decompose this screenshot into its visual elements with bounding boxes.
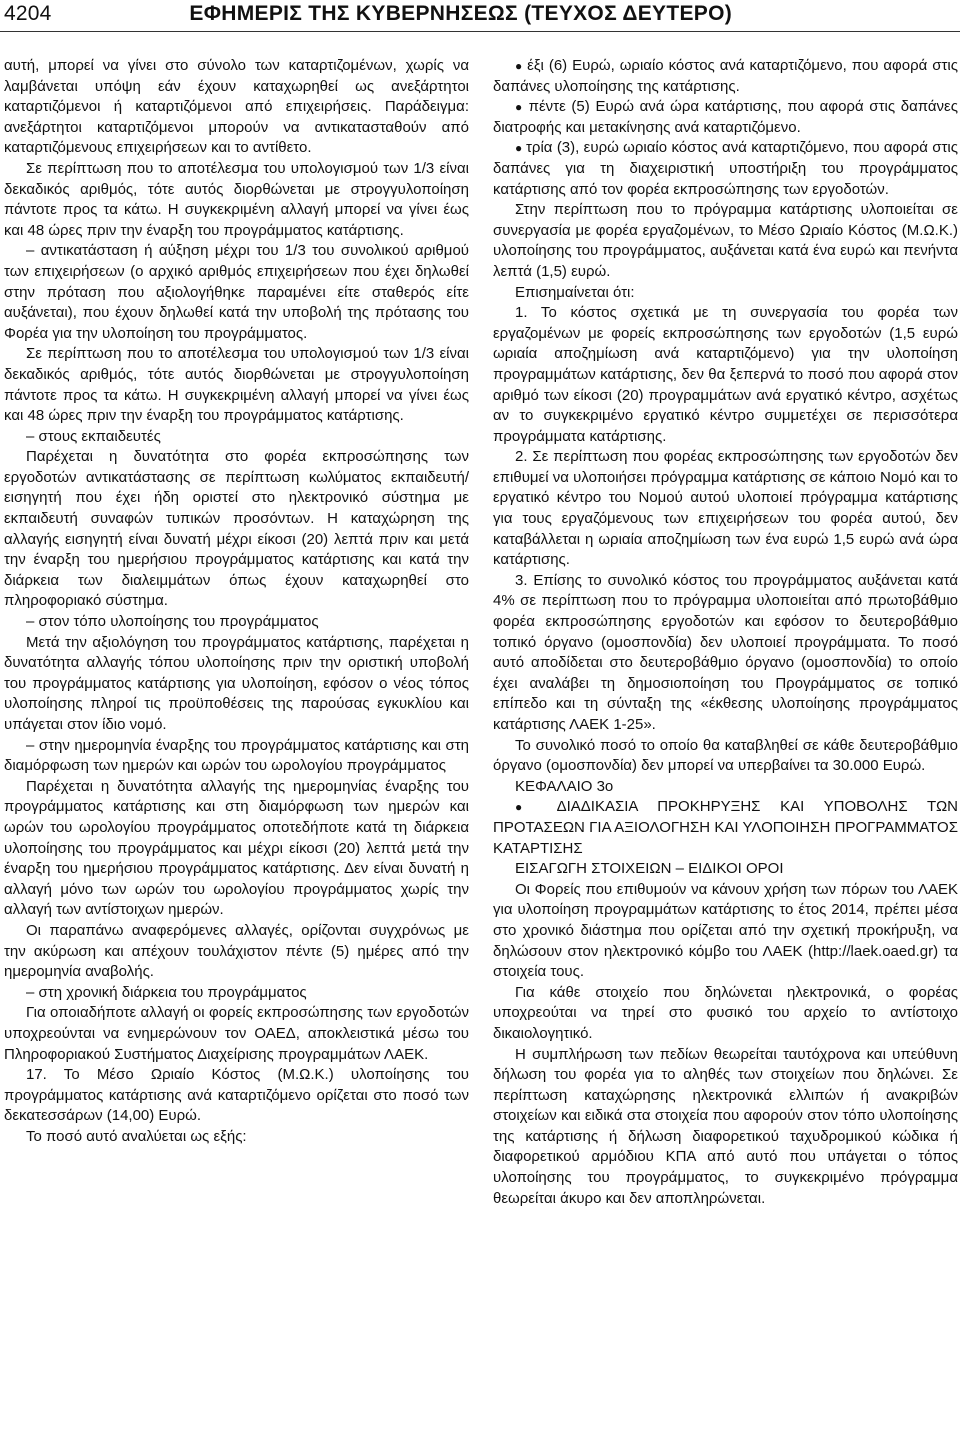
paragraph: Οι παραπάνω αναφερόμενες αλλαγές, ορίζονται συγχρόνως με την ακύρωση και απέχουν τουλάχιστον πέντε (5) ημέρες από την ημερομηνία αναβολής. bbox=[4, 921, 469, 981]
paragraph: Σε περίπτωση που το αποτέλεσμα του υπολογισμού των 1/3 είναι δεκαδικός αριθμός, τότε αυτός διορθώνεται με στρογγυλοποίηση πάντοτε προς τα κάτω. Η συγκεκριμένη αλλαγή μπορεί να γίνει έως και 48 ώρες πριν την έναρξη του προγράμματος κατάρτισης. bbox=[4, 345, 469, 425]
paragraph: Για οποιαδήποτε αλλαγή οι φορείς εκπροσώπησης των εργοδοτών υποχρεούνται να ενημερώνουν τον ΟΑΕΔ, αποκλειστικά μέσω του Πληροφοριακού Συστήματος Διαχείρισης προγραμμάτων ΛΑΕΚ. bbox=[4, 1004, 469, 1063]
paragraph: Οι Φορείς που επιθυμούν να κάνουν χρήση των πόρων του ΛΑΕΚ για υλοποίηση προγραμμάτων κατάρτισης το έτος 2014, πρέπει μέσα στο χρονικό διάστημα που ορίζεται από την σχετική προκήρυξη, να δηλώσουν στον ηλεκτρονικό κόμβο του ΛΑΕΚ (http://laek.oaed.gr) τα στοιχεία τους. bbox=[493, 880, 958, 981]
paragraph: 17. Το Μέσο Ωριαίο Κόστος (Μ.Ω.Κ.) υλοποίησης του προγράμματος κατάρτισης ανά καταρτιζόμενο ορίζεται στο ποσό των δεκατεσσάρων (14,00) Ευρώ. bbox=[4, 1066, 469, 1125]
paragraph: Μετά την αξιολόγηση του προγράμματος κατάρτισης, παρέχεται η δυνατότητα αλλαγής τόπου υλοποίησης πριν την οριστική υποβολή του προγράμματος κατάρτισης για υλοποίηση, εφόσον ο νέος τόπος υλοποίησης πληροί τις προϋποθέσεις της παρούσας εγκυκλίου και υπάγεται στον ίδιο νομό. bbox=[4, 633, 469, 733]
paragraph: αυτή, μπορεί να γίνει στο σύνολο των καταρτιζομένων, χωρίς να λαμβάνεται υπόψη εάν έχουν καταχωρηθεί ως ανεξάρτητοι καταρτιζόμενοι ή καταρτιζόμενοι από επιχειρήσεις. Παράδειγμα: ανεξάρτητοι καταρτιζόμενοι μπορούν να αντικατασταθούν από καταρτιζόμενους επιχειρήσεων και το αντίθετο. bbox=[4, 57, 469, 157]
paragraph: 3. Επίσης το συνολικό κόστος του προγράμματος αυξάνεται κατά 4% σε περίπτωση που το πρόγραμμα υλοποιείται από πρωτοβάθμιο φορέα εκπροσώπησης εργοδοτών και εφόσον το δευτεροβάθμιο τοπικό όργανο (ομοσπονδία) δεν υλοποιεί προγράμματα. Το ποσό αυτό αποδίδεται στο δευτεροβάθμιο όργανο (ομοσπονδία) το οποίο έχει αναλάβει τη δημοσιοποίηση του Προγράμματος σε τοπικό επίπεδο και τη σύνταξη της «έκθεσης υλοποίησης προγράμματος κατάρτισης ΛΑΕΚ 1-25». bbox=[493, 571, 958, 733]
bullet-item: ● τρία (3), ευρώ ωριαίο κόστος ανά καταρτιζόμενο, που αφορά στις δαπάνες για τη διαχειριστική υποστήριξη του προγράμματος κατάρτισης από τον φορέα εκπροσώπησης των εργοδοτών. bbox=[493, 138, 958, 200]
paragraph: Στην περίπτωση που το πρόγραμμα κατάρτισης υλοποιείται σε συνεργασία με φορέα εργαζομένων, το Μέσο Ωριαίο Κόστος (Μ.Ω.Κ.) υλοποίησης του προγράμματος, αυξάνεται κατά ένα ευρώ και πενήντα λεπτά (1,5) ευρώ. bbox=[493, 201, 958, 280]
paragraph: 2. Σε περίπτωση που φορέας εκπροσώπησης των εργοδοτών δεν επιθυμεί να υλοποιήσει πρόγραμμα κατάρτισης σε κάποιο Νομό και το εργατικό κέντρο του Νομού αυτού υλοποιεί πρόγραμμα κατάρτισης για τους εργαζόμενους των επιχειρήσεων του φορέα αυτού, δεν καταβάλλεται η ωριαία αποζημίωση των ένα ευρώ 1,5 ευρώ ανά ώρα κατάρτισης. bbox=[493, 448, 958, 569]
bullet-item: ● έξι (6) Ευρώ, ωριαίο κόστος ανά καταρτιζόμενο, που αφορά στις δαπάνες υλοποίησης της κατάρτισης. bbox=[493, 56, 958, 97]
header-rule bbox=[0, 31, 960, 32]
page-header bbox=[0, 0, 960, 34]
paragraph: Επισημαίνεται ότι: bbox=[515, 283, 635, 301]
paragraph: Το συνολικό ποσό το οποίο θα καταβληθεί σε κάθε δευτεροβάθμιο όργανο (ομοσπονδία) δεν μπορεί να υπερβαίνει τα 30.000 Ευρώ. bbox=[493, 736, 958, 775]
paragraph: 1. Το κόστος σχετικά με τη συνεργασία του φορέα των εργαζομένων με φορείς εκπροσώπησης των εργοδοτών (1,5 ευρώ ωριαία αποζημίωση ανά καταρτιζόμενο) για την υλοποίηση προγραμμάτων κατάρτισης, δεν θα ξεπερνά το ποσό που αφορά στον αριθμό των είκοσι (20) προγραμμάτων ανά εργατικό κέντρο, ασχέτως αν το συγκεκριμένο εργατικό κέντρο συμμετέχει σε περισσότερα προγράμματα κατάρτισης. bbox=[493, 304, 958, 445]
gazette-title: ΕΦΗΜΕΡΙΣ ΤΗΣ ΚΥΒΕΡΝΗΣΕΩΣ (ΤΕΥΧΟΣ ΔΕΥΤΕΡΟ) bbox=[189, 2, 732, 25]
paragraph: Παρέχεται η δυνατότητα στο φορέα εκπροσώπησης των εργοδοτών αντικατάστασης σε περίπτωση κωλύματος εκπαιδευτή/εισηγητή που έχει ήδη οριστεί στο ηλεκτρονικό σύστημα με εκπαιδευτή συναφών τυπικών προσόντων. Η καταχώρηση της αλλαγής εισηγητή είναι δυνατή μέχρι είκοσι (20) λεπτά πριν και μετά την έναρξη του ημερήσιου προγράμματος κατάρτισης και κατά την διάρκεια των διαλειμμάτων όπως έχουν καταχωρηθεί στο πληροφοριακό σύστημα. bbox=[4, 448, 469, 610]
paragraph: – στην ημερομηνία έναρξης του προγράμματος κατάρτισης και στη διαμόρφωση των ημερών και ωρών του ωρολογίου προγράμματος bbox=[4, 736, 469, 775]
subsection-heading: ΕΙΣΑΓΩΓΗ ΣΤΟΙΧΕΙΩΝ – ΕΙΔΙΚΟΙ ΟΡΟΙ bbox=[515, 860, 784, 878]
page-number: 4204 bbox=[4, 2, 52, 25]
paragraph: Για κάθε στοιχείο που δηλώνεται ηλεκτρονικά, ο φορέας υποχρεούται να τηρεί στο φυσικό του αρχείο το αντίστοιχο δικαιολογητικό. bbox=[493, 983, 958, 1042]
paragraph: – στον τόπο υλοποίησης του προγράμματος bbox=[26, 613, 319, 631]
paragraph: – στη χρονική διάρκεια του προγράμματος bbox=[26, 983, 307, 1001]
paragraph: Η συμπλήρωση των πεδίων θεωρείται ταυτόχρονα και υπεύθυνη δήλωση του φορέα για το αληθές των στοιχείων που δηλώνει. Σε περίπτωση καταχώρησης ηλεκτρονικά ελλιπών ή ανακριβών στοιχείων και ειδικά στα στοιχεία που αφορούν στον τόπο υλοποίησης της κατάρτισης ή δήλωση διαφορετικού ταχυδρομικού κώδικα ή διαφορετικού αρμόδιου ΚΠΑ από αυτό που υπάγεται ο τόπος υλοποίησης του προγράμματος, το συγκεκριμένο πρόγραμμα θεωρείται άκυρο και δεν αποπληρώνεται. bbox=[493, 1045, 958, 1207]
section-heading: ● ΔΙΑΔΙΚΑΣΙΑ ΠΡΟΚΗΡΥΞΗΣ ΚΑΙ ΥΠΟΒΟΛΗΣ ΤΩΝ ΠΡΟΤΑΣΕΩΝ ΓΙΑ ΑΞΙΟΛΟΓΗΣΗ ΚΑΙ ΥΛΟΠΟΙΗΣΗ ΠΡΟΓΡΑΜΜΑΤΟΣ ΚΑΤΑΡΤΙΣΗΣ bbox=[493, 797, 958, 859]
bullet-item: ● πέντε (5) Ευρώ ανά ώρα κατάρτισης, που αφορά στις δαπάνες διατροφής και μετακίνησης ανά καταρτιζόμενο. bbox=[493, 97, 958, 138]
paragraph: Σε περίπτωση που το αποτέλεσμα του υπολογισμού των 1/3 είναι δεκαδικός αριθμός, τότε αυτός διορθώνεται με στρογγυλοποίηση πάντοτε προς τα κάτω. Η συγκεκριμένη αλλαγή μπορεί να γίνει έως και 48 ώρες πριν την έναρξη του προγράμματος κατάρτισης. bbox=[4, 159, 469, 239]
paragraph: – αντικατάσταση ή αύξηση μέχρι του 1/3 του συνολικού αριθμού των επιχειρήσεων (ο αρχικό αριθμός επιχειρήσεων που έχει δηλωθεί στην πρόταση που αξιολογήθηκε παραμένει είτε σταθερός είτε αυξάνεται), που έχουν δηλωθεί κατά την υποβολή της πρότασης του Φορέα για την υλοποίηση του προγράμματος. bbox=[4, 242, 469, 342]
paragraph: Το ποσό αυτό αναλύεται ως εξής: bbox=[26, 1127, 247, 1145]
paragraph: – στους εκπαιδευτές bbox=[26, 427, 161, 445]
paragraph: Παρέχεται η δυνατότητα αλλαγής της ημερομηνίας έναρξης του προγράμματος κατάρτισης και στη διαμόρφωση των ημερών και ωρών του ωρολογίου προγράμματος οποτεδήποτε κατά τη διάρκεια υλοποίησης του προγράμματος και μέχρι είκοσι (20) λεπτά μετά την έναρξη του ημερήσιου προγράμματος κατάρτισης. Δεν είναι δυνατή η αλλαγή μόνο των ωρών του ωρολογίου προγράμματος χωρίς την αλλαγή των αντίστοιχων ημερών. bbox=[4, 777, 469, 919]
right-column bbox=[493, 56, 958, 1209]
chapter-heading: ΚΕΦΑΛΑΙΟ 3ο bbox=[515, 777, 614, 795]
left-column bbox=[4, 56, 469, 1147]
